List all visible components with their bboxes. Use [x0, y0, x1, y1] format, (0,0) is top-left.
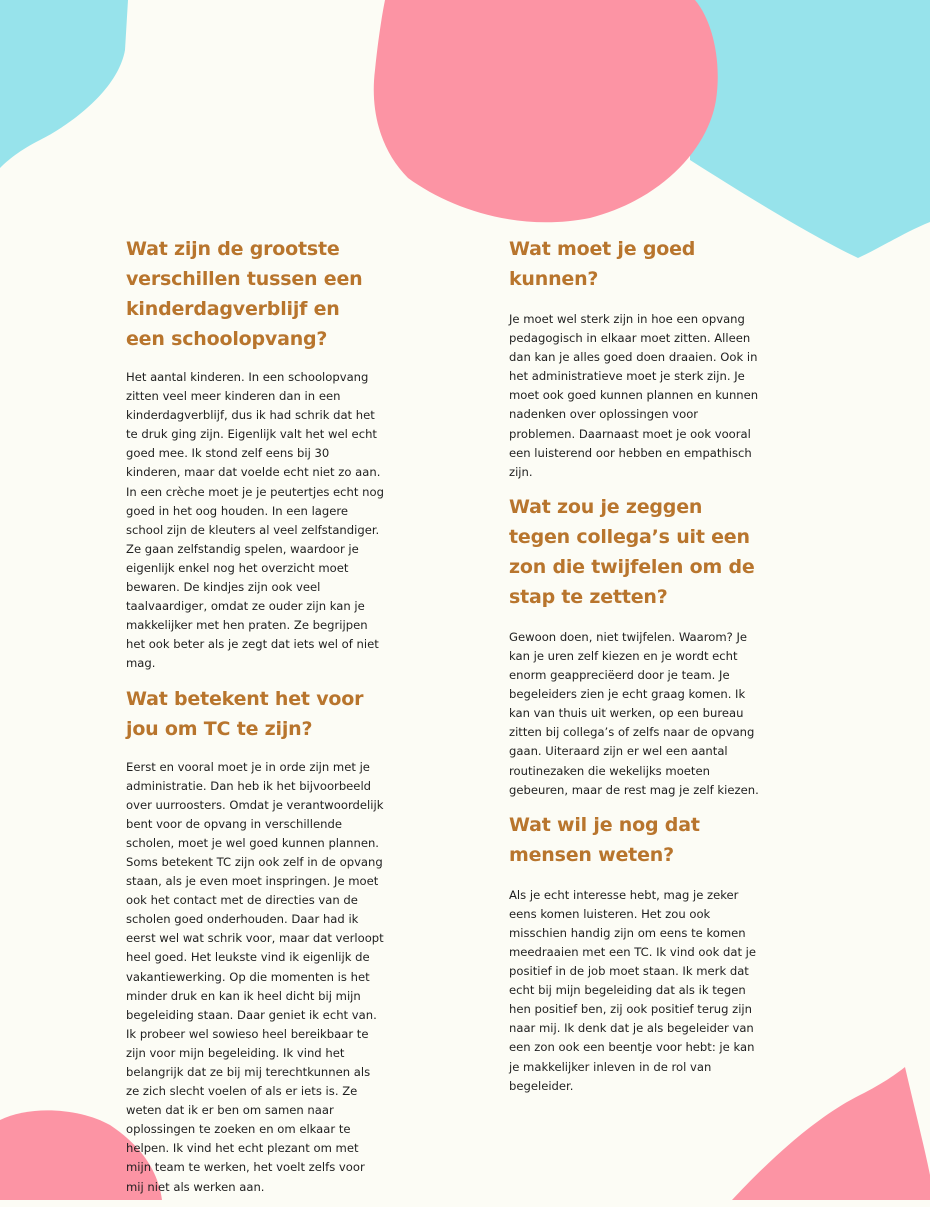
section-heading-differences: Wat zijn de grootste verschillen tussen een kinderdagverblijf en een schoolopvang? — [126, 238, 363, 350]
cyan-blob-top-right — [690, 0, 930, 258]
section-body-final-words: Als je echt interesse hebt, mag je zeker eens komen luisteren. Het zou ook misschien handig zijn om eens te komen meedraaien met een TC. Ik vind ook dat je positief in de job moet staan. Ik merk dat echt bij mijn begeleiding dat als ik tegen hen positief ben, zij ook positief terug zijn naar mij. Ik denk dat je als begeleider van een zon ook een beentje voor hebt: je kan je makkelijker inleven in de rol van begeleider. — [509, 887, 757, 1093]
section-body-differences: Het aantal kinderen. In een schoolopvang zitten veel meer kinderen dan in een kinderdagverblijf, dus ik had schrik dat het te druk ging zijn. Eigenlijk valt het wel echt goed mee. Ik stond zelf eens bij 30 kinderen, maar dat voelde echt niet zo aan. In een crèche moet je je peutertjes echt nog goed in het oog houden. In een lagere school zijn de kleuters al veel zelfstandiger. Ze gaan zelfstandig spelen, waardoor je eigenlijk enkel nog het overzicht moet bewaren. De kindjes zijn ook veel taalvaardiger, omdat ze ouder zijn kan je makkelijker met hen praten. Ze begrijpen het ook beter als je zegt dat iets wel of niet mag. — [126, 370, 384, 671]
pink-blob-bottom-right — [732, 1067, 930, 1200]
section-heading-tc-meaning: Wat betekent het voor jou om TC te zijn? — [126, 687, 364, 740]
section-body-tc-meaning: Eerst en vooral moet je in orde zijn met je administratie. Dan heb ik het bijvoorbeeld over uurroosters. Omdat je verantwoordelijk bent voor de opvang in verschillende scholen, moet je wel goed kunnen plannen. Soms betekent TC zijn ook zelf in de opvang staan, als je even moet inspringen. Je moet ook het contact met de directies van de scholen goed onderhouden. Daar had ik eerst wel wat schrik voor, maar dat verloopt heel goed. Het leukste vind ik eigenlijk de vakantiewerking. Op die momenten is het minder druk en kan ik heel dicht bij mijn begeleiding staan. Daar geniet ik echt van. Ik probeer wel sowieso heel bereikbaar te zijn voor mijn begeleiding. Ik vind het belangrijk dat ze bij mij terechtkunnen als ze zich slecht voelen of als er iets is. Ze weten dat ik er ben om samen naar oplossingen te zoeken en om elkaar te helpen. Ik vind het echt plezant om met mijn team te werken, het voelt zelfs voor mij niet als werken aan. — [126, 759, 384, 1194]
section-heading-final-words: Wat wil je nog dat mensen weten? — [509, 813, 700, 866]
cyan-blob-top-left — [0, 0, 128, 168]
pink-blob-top-center — [374, 0, 718, 222]
section-heading-skills: Wat moet je goed kunnen? — [509, 238, 696, 290]
section-heading-advice: Wat zou je zeggen tegen collega’s uit een zon die twijfelen om de stap te zetten? — [509, 495, 755, 608]
left-column — [126, 234, 384, 1207]
right-column — [509, 234, 761, 1106]
section-body-advice: Gewoon doen, niet twijfelen. Waarom? Je kan je uren zelf kiezen en je wordt echt enorm geappreciëerd door je team. Je begeleiders zien je echt graag komen. Ik kan van thuis uit werken, op een bureau zitten bij collega’s of zelfs naar de opvang gaan. Uiteraard zijn er wel een aantal routinezaken die wekelijks moeten gebeuren, maar de rest mag je zelf kiezen. — [509, 629, 759, 797]
section-body-skills: Je moet wel sterk zijn in hoe een opvang pedagogisch in elkaar moet zitten. Alleen dan kan je alles goed doen draaien. Ook in het administratieve moet je sterk zijn. Je moet ook goed kunnen plannen en kunnen nadenken over oplossingen voor problemen. Daarnaast moet je ook vooral een luisterend oor hebben en empathisch zijn. — [509, 312, 759, 479]
